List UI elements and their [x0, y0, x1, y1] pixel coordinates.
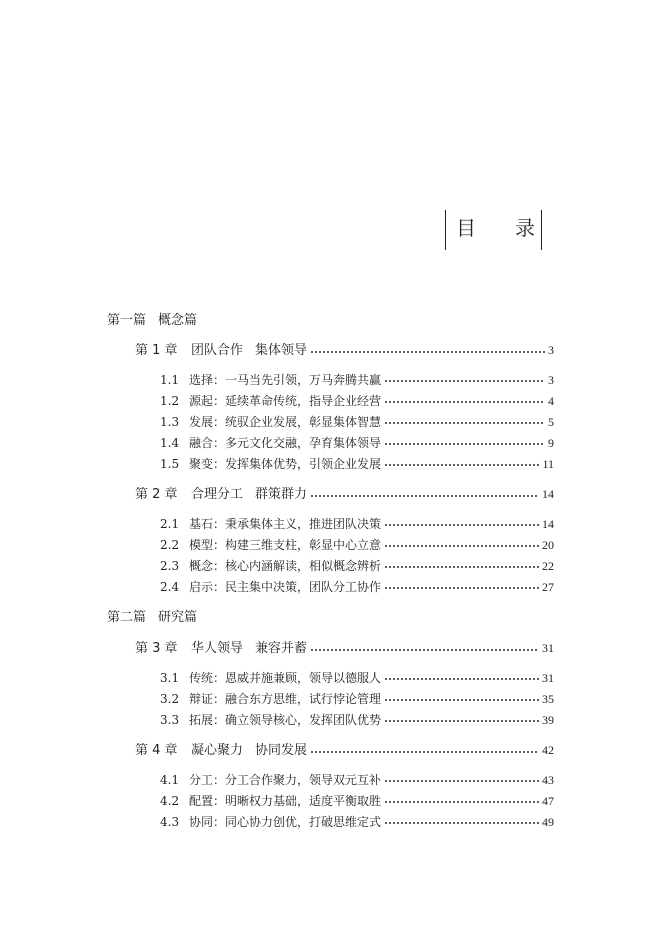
chapter-label: 第 1 章	[135, 343, 178, 358]
page-number: 42	[542, 743, 554, 757]
chapter-entry[interactable]	[135, 742, 554, 759]
section-title: 辩证：融合东方思维，试行悖论管理	[189, 692, 382, 706]
part-name: 概念篇	[158, 313, 198, 328]
section-title: 协同：同心协力创优，打破思维定式	[189, 815, 382, 829]
toc-title-char-2: 录	[515, 216, 535, 240]
section-title: 融合：多元文化交融，孕育集体领导	[189, 436, 382, 450]
chapter-label: 第 4 章	[135, 743, 178, 758]
section-number: 2.1	[160, 517, 180, 531]
page-number: 49	[542, 815, 554, 829]
section-number: 1.1	[160, 373, 180, 387]
section-title: 分工：分工合作聚力，领导双元互补	[189, 773, 382, 787]
section-entry[interactable]	[160, 414, 554, 430]
page-number: 31	[542, 671, 554, 685]
section-entry[interactable]	[160, 579, 554, 595]
page-number: 14	[542, 487, 554, 501]
dot-leader	[384, 776, 539, 784]
page-number: 31	[542, 641, 554, 655]
section-title: 传统：恩威并施兼顾，领导以德服人	[189, 671, 382, 685]
page-number: 3	[548, 373, 554, 387]
dot-leader	[310, 491, 539, 499]
section-entry[interactable]	[160, 814, 554, 830]
dot-leader	[384, 460, 539, 468]
dot-leader	[384, 520, 539, 528]
dot-leader	[384, 716, 539, 724]
toc-title-char-1: 目	[456, 216, 476, 240]
section-entry[interactable]	[160, 516, 554, 532]
section-title: 配置：明晰权力基础，适度平衡取胜	[189, 794, 382, 808]
chapter-title-b: 协同发展	[255, 743, 308, 758]
dot-leader	[384, 695, 539, 703]
part-label: 第二篇	[107, 610, 147, 625]
section-number: 2.2	[160, 538, 180, 552]
chapter-title-b: 群策群力	[255, 487, 308, 502]
page-number: 39	[542, 713, 554, 727]
section-entry[interactable]	[160, 691, 554, 707]
page-number: 3	[548, 343, 554, 357]
section-entry[interactable]	[160, 793, 554, 809]
section-entry[interactable]	[160, 712, 554, 728]
page-number: 22	[542, 559, 554, 573]
dot-leader	[384, 418, 545, 426]
section-number: 3.1	[160, 671, 180, 685]
section-number: 1.2	[160, 394, 180, 408]
section-title: 聚变：发挥集体优势，引领企业发展	[189, 457, 382, 471]
chapter-label: 第 2 章	[135, 487, 178, 502]
page-number: 4	[548, 394, 554, 408]
section-number: 4.3	[160, 815, 180, 829]
toc-title	[445, 210, 542, 250]
chapter-title-a: 合理分工	[191, 487, 244, 502]
chapter-title-a: 凝心聚力	[191, 743, 244, 758]
page-number: 9	[548, 436, 554, 450]
section-number: 2.4	[160, 580, 180, 594]
section-number: 3.3	[160, 713, 180, 727]
page-number: 14	[542, 517, 554, 531]
chapter-title-a: 团队合作	[191, 343, 244, 358]
section-entry[interactable]	[160, 670, 554, 686]
section-title: 概念：核心内涵解读，相似概念辨析	[189, 559, 382, 573]
page-number: 20	[542, 538, 554, 552]
section-entry[interactable]	[160, 558, 554, 574]
section-title: 启示：民主集中决策，团队分工协作	[189, 580, 382, 594]
chapter-label: 第 3 章	[135, 641, 178, 656]
page-number: 43	[542, 773, 554, 787]
part-heading	[107, 313, 197, 329]
dot-leader	[384, 541, 539, 549]
dot-leader	[384, 397, 545, 405]
part-heading	[107, 610, 197, 626]
section-number: 2.3	[160, 559, 180, 573]
section-number: 1.5	[160, 457, 180, 471]
section-number: 3.2	[160, 692, 180, 706]
section-title: 源起：延续革命传统，指导企业经营	[189, 394, 382, 408]
dot-leader	[384, 818, 539, 826]
dot-leader	[384, 674, 539, 682]
chapter-title-b: 集体领导	[255, 343, 308, 358]
section-title: 拓展：确立领导核心，发挥团队优势	[189, 713, 382, 727]
section-number: 4.1	[160, 773, 180, 787]
dot-leader	[310, 747, 539, 755]
section-title: 模型：构建三维支柱，彰显中心立意	[189, 538, 382, 552]
section-title: 发展：统驭企业发展，彰显集体智慧	[189, 415, 382, 429]
page-number: 5	[548, 415, 554, 429]
section-entry[interactable]	[160, 537, 554, 553]
section-entry[interactable]	[160, 372, 554, 388]
dot-leader	[384, 583, 539, 591]
dot-leader	[384, 797, 539, 805]
page-number: 11	[542, 457, 554, 471]
dot-leader	[384, 439, 545, 447]
chapter-title-b: 兼容并蓄	[255, 641, 308, 656]
section-entry[interactable]	[160, 772, 554, 788]
dot-leader	[384, 376, 545, 384]
part-label: 第一篇	[107, 313, 147, 328]
page-number: 47	[542, 794, 554, 808]
page-number: 27	[542, 580, 554, 594]
chapter-entry[interactable]	[135, 640, 554, 657]
section-number: 1.3	[160, 415, 180, 429]
dot-leader	[310, 645, 539, 653]
chapter-entry[interactable]	[135, 342, 554, 359]
section-title: 基石：秉承集体主义，推进团队决策	[189, 517, 382, 531]
chapter-entry[interactable]	[135, 486, 554, 503]
dot-leader	[384, 562, 539, 570]
dot-leader	[310, 347, 545, 355]
section-entry[interactable]	[160, 456, 554, 472]
section-entry[interactable]	[160, 435, 554, 451]
section-number: 4.2	[160, 794, 180, 808]
section-title: 选择：一马当先引领，万马奔腾共赢	[189, 373, 382, 387]
page-number: 35	[542, 692, 554, 706]
section-number: 1.4	[160, 436, 180, 450]
section-entry[interactable]	[160, 393, 554, 409]
part-name: 研究篇	[158, 610, 198, 625]
chapter-title-a: 华人领导	[191, 641, 244, 656]
